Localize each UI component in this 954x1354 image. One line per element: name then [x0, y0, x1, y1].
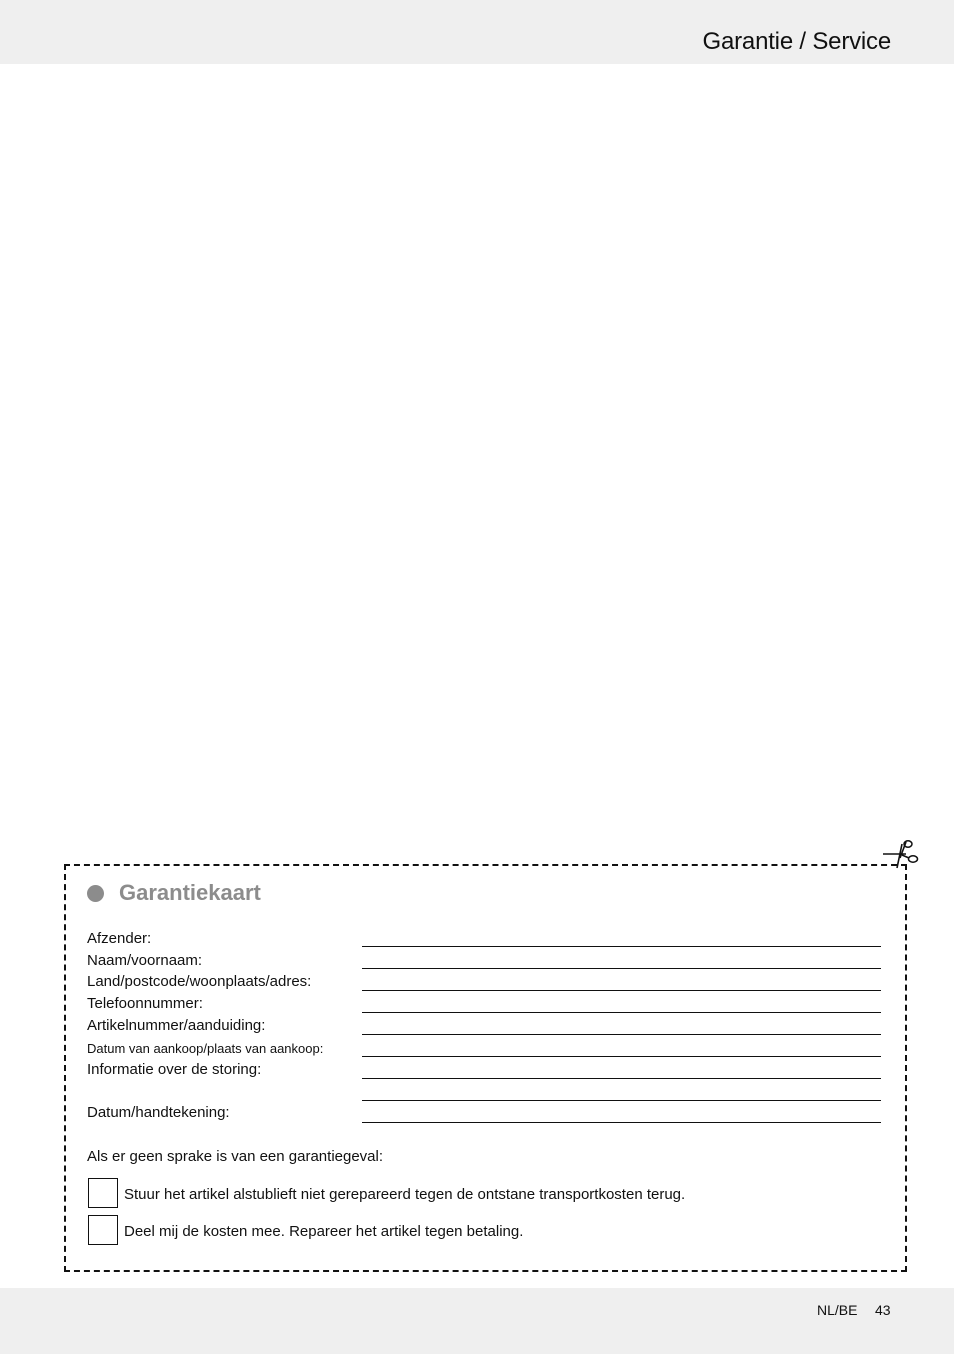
footer-locale: NL/BE — [817, 1302, 858, 1318]
field-label-signature: Datum/handtekening: — [87, 1104, 230, 1121]
field-line-sender[interactable] — [362, 946, 881, 947]
field-label-purchase: Datum van aankoop/plaats van aankoop: — [87, 1041, 324, 1056]
field-line-phone[interactable] — [362, 1012, 881, 1013]
field-line-name[interactable] — [362, 968, 881, 969]
option-return-unrepaired: Stuur het artikel alstublieft niet gerepareerd tegen de ontstane transportkosten terug. — [124, 1186, 686, 1203]
checkbox-repair-paid[interactable] — [88, 1215, 118, 1245]
page-number: 43 — [875, 1302, 891, 1318]
page-header — [0, 0, 954, 64]
page-title: Garantie / Service — [702, 28, 891, 55]
field-label-phone: Telefoonnummer: — [87, 995, 203, 1012]
field-line-article[interactable] — [362, 1034, 881, 1035]
bullet-icon — [87, 885, 104, 902]
field-label-address: Land/postcode/woonplaats/adres: — [87, 973, 312, 990]
field-label-article: Artikelnummer/aanduiding: — [87, 1017, 266, 1034]
card-heading — [87, 880, 261, 906]
field-line-purchase[interactable] — [362, 1056, 881, 1057]
field-line-fault-extra[interactable] — [362, 1100, 881, 1101]
field-label-name: Naam/voornaam: — [87, 952, 203, 969]
no-warranty-note: Als er geen sprake is van een garantiegeval: — [87, 1148, 384, 1165]
card-title: Garantiekaart — [119, 880, 261, 905]
field-line-fault[interactable] — [362, 1078, 881, 1079]
field-label-sender: Afzender: — [87, 930, 152, 947]
field-label-fault: Informatie over de storing: — [87, 1061, 262, 1078]
page-footer — [0, 1288, 954, 1354]
option-repair-paid: Deel mij de kosten mee. Repareer het artikel tegen betaling. — [124, 1223, 524, 1240]
field-line-signature[interactable] — [362, 1122, 881, 1123]
checkbox-return-unrepaired[interactable] — [88, 1178, 118, 1208]
warranty-card — [64, 864, 907, 1272]
field-line-address[interactable] — [362, 990, 881, 991]
